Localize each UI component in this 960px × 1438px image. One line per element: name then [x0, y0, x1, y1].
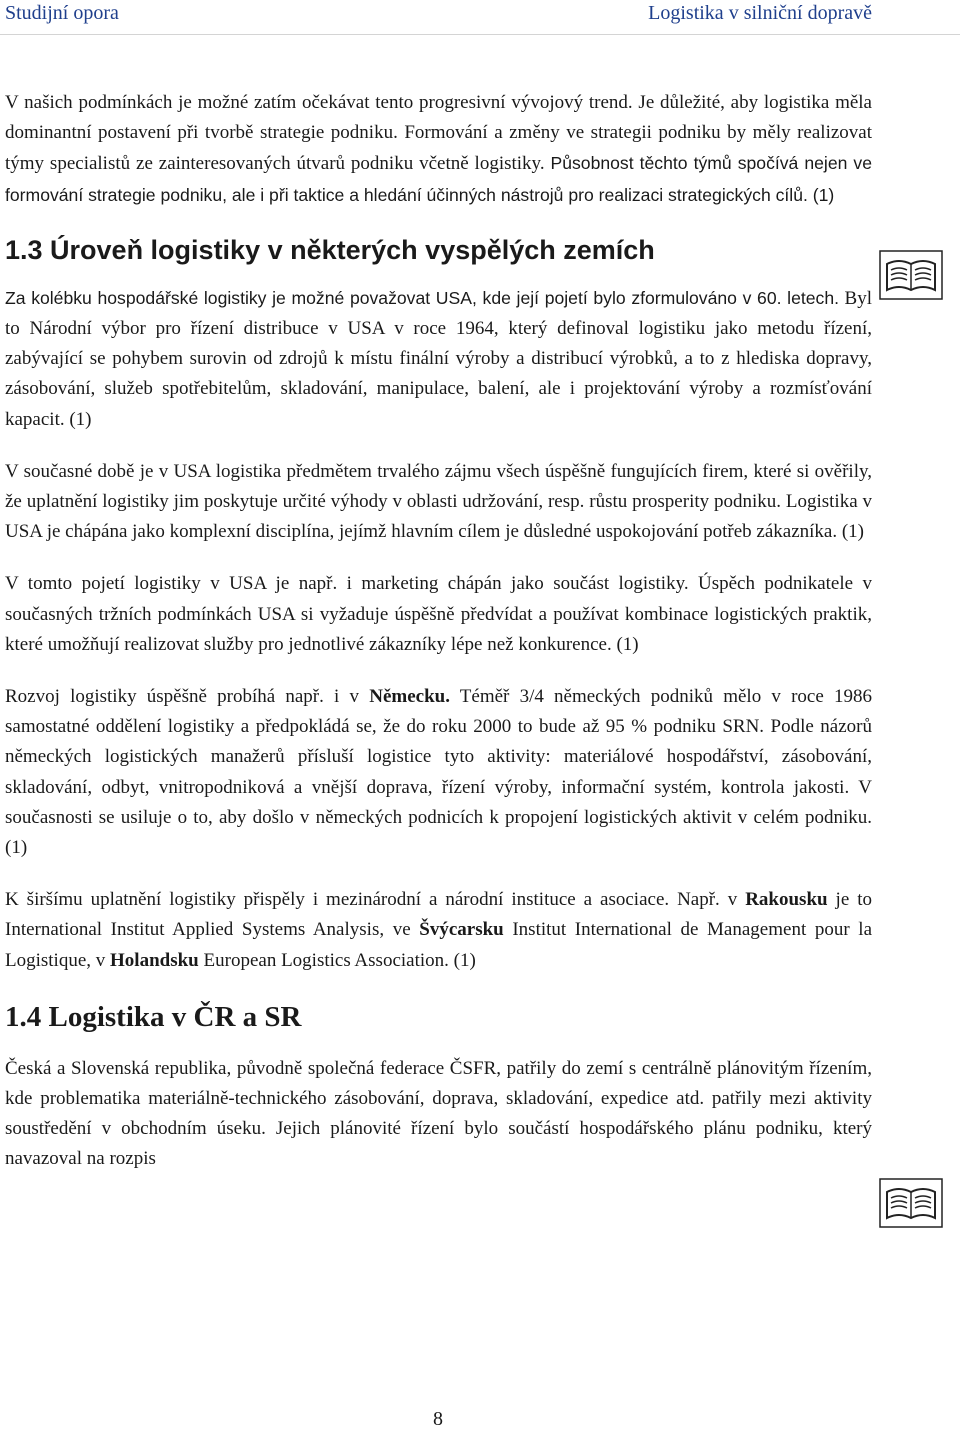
- intro-text-serif: V našich podmínkách je možné zatím očekávat tento progresivní vývojový trend. Je důležité, aby logistika měla dominantní postavení při tvorbě strategie podniku. Formování a změny ve strategii podniku by měly realizovat týmy specialistů ze zainteresovaných útvarů podniku včetně logistiky.: [5, 92, 872, 175]
- section-heading-1-3: 1.3 Úroveň logistiky v některých vyspělých zemích: [5, 234, 655, 265]
- institutions-paragraph: [5, 885, 872, 976]
- usa-paragraph-2: V současné době je v USA logistika předmětem trvalého zájmu všech úspěšně fungujících firem, které si ověřily, že uplatnění logistiky jim poskytuje určité výhody v oblasti udržování, resp. růstu prosperity podniku. Logistika v USA je chápána jako komplexní disciplína, jejímž hlavním cílem je důsledné uspokojování potřeb zákazníka. (1): [5, 460, 872, 543]
- usa-paragraph-1-serif: Byl to Národní výbor pro řízení distribuce v USA v roce 1964, který definoval logistiku jako metodu řízení, zabývající se pohybem surovin od zdrojů k místu finální výroby a distribucí výrobků, a to z hlediska dopravy, zásobování, služeb spotřebitelům, skladování, manipulace, balení, ale i projektování výroby a rozmísťování kapacit. (1): [5, 287, 872, 430]
- usa-paragraph-3: V tomto pojetí logistiky v USA je např. i marketing chápán jako součást logistiky. Úspěch podnikatele v současných tržních podmínkách USA si vyžaduje úspěšně předvídat a používat kombinace logistických praktik, které umožňují realizovat služby pro jednotlivé zákazníky lépe než konkurence. (1): [5, 573, 872, 655]
- germany-bold: Německu.: [369, 686, 450, 708]
- intro-paragraph: [5, 88, 872, 211]
- czsk-paragraph: Česká a Slovenská republika, původně společná federace ČSFR, patřily do zemí s centrálně plánovitým řízením, kde problematika materiálně-technického zásobování, doprava, skladování, expedice atd. patřily mezi aktivity soustředění v obchodním úseku. Jejich plánovité řízení bylo součástí hospodářského plánu podniku, který navazoval na rozpis: [5, 1057, 872, 1170]
- open-book-icon: [879, 250, 943, 300]
- institutions-bold-switzerland: Švýcarsku: [419, 919, 504, 941]
- open-book-icon: [879, 1178, 943, 1228]
- intro-text-sans: Působnost těchto týmů spočívá nejen ve formování strategie podniku, ale i při taktice a hledání účinných nástrojů pro realizaci strategických cílů. (1): [5, 153, 873, 205]
- header-title-left: Studijní opora: [5, 2, 119, 24]
- germany-paragraph: [5, 682, 872, 863]
- usa-paragraph-1-sans: Za kolébku hospodářské logistiky je možné považovat USA, kde její pojetí bylo zformulováno v 60. letech.: [5, 287, 840, 308]
- section-heading-1-4: 1.4 Logistika v ČR a SR: [5, 1000, 302, 1033]
- page-content: [5, 88, 872, 1175]
- usa-paragraph-1: [5, 283, 872, 435]
- germany-text-a: Rozvoj logistiky úspěšně probíhá např. i v: [5, 686, 370, 708]
- institutions-bold-netherlands: Holandsku: [110, 949, 199, 971]
- page-header: [0, 0, 960, 35]
- header-title-right: Logistika v silniční dopravě: [648, 2, 872, 24]
- institutions-text-c: Institut International de Management pour la Logistique, v: [5, 919, 872, 971]
- institutions-bold-austria: Rakousku: [745, 889, 828, 911]
- page-number: 8: [433, 1408, 443, 1430]
- institutions-text-a: K širšímu uplatnění logistiky přispěly i mezinárodní a národní instituce a asociace. Např. v: [5, 889, 746, 911]
- germany-text-b: Téměř 3/4 německých podniků mělo v roce 1986 samostatné oddělení logistiky a předpokládá se, že do roku 2000 to bude až 95 % podniku SRN. Podle názorů německých logistických manažerů přísluší logistice tyto aktivity: materiálové hospodářství, zásobování, skladování, odbyt, vnitropodniková a vnější doprava, řízení výroby, informační systém, kontrola jakosti. V současnosti se usiluje o to, aby došlo v německých podnicích k propojení logistických aktivit v celém podniku. (1): [5, 686, 872, 859]
- institutions-text-d: European Logistics Association. (1): [198, 949, 476, 971]
- institutions-text-b: je to International Institut Applied Systems Analysis, ve: [5, 889, 872, 941]
